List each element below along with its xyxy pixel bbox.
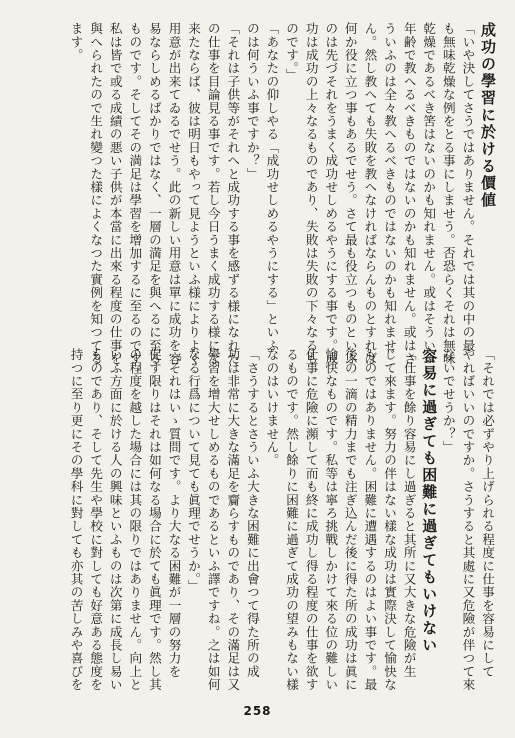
text-line: 持つに至り更にその學科に對しても亦其の苦しみや喜びを [68,348,84,692]
text-line: るものです。然し餘りに困難に過ぎて成功の望みもない樣 [284,348,300,692]
text-line: 「さうするとさういふ大きな困難に出會つて得た所の成 [244,348,260,678]
text-line: なのはいけません。 [264,348,280,467]
text-line: やればいいのですか。さうすると其處に又危險が伴つて來 [460,348,476,692]
text-line: ものです。そしてその満足は學習を增加するに至るのです。 [127,22,143,379]
text-line: も無味乾燥な例をとる事にしませう。否恐らくそれは無味 [440,22,456,366]
text-line: 「それはいゝ質問です。より大なる困難が一層の努力を [166,348,182,678]
page-number: 258 [243,704,272,718]
text-line: 「それは子供等がそれへと成功する事を感ずる様になれた [225,22,241,366]
text-line: ないでせうか？」 [440,348,456,454]
text-line: 年齢で教へるべきものではないのかも知れません。或はさ [401,22,417,366]
text-line: なる行爲について見ても眞理でせうか。」 [186,348,202,593]
text-line: 私は皆で或る成績の悪い子供が本當に出來る程度の仕事を [107,22,123,366]
text-line: じて來ます。努力の伴はない樣な成功は實際決して愉快な [382,348,398,692]
text-line: のです。」 [284,22,300,82]
text-line: 仕事に危險に瀕して而も終に成功し得る程度の仕事を欲す [303,348,319,692]
text-line: ん。然し教へても失敗を教へなければならんものとすれば [362,22,378,366]
text-line: ものではありません。困難に遭遇するのはよい事です。最 [362,348,378,692]
text-line: 與へられたので生れ變つた樣によくなつた實例を知つてる [88,22,104,366]
text-line: 功は成功の上々なるものであり、失敗は失敗の下々なるも [303,22,319,366]
section-heading: 容易に過ぎても困難に過ぎてもいけない [420,348,439,654]
text-line: 何か役に立つ事もあるでせう。さて最も役立つものといふ [342,22,358,366]
text-line: のは何ういふ事ですか？」 [244,22,260,181]
text-line: 功は非常に大きな滿足を齎らすものであり、その滿足は又 [225,348,241,692]
text-line: 乾燥であるべき筈はないのかも知れません。或はそういふ [421,22,437,366]
text-line: 「それでは必ずやり上げられる程度に仕事を容易にして [480,348,495,678]
text-line: いふ方面に於ける人の興味といふものは次第に成長し易い [107,348,123,692]
text-line: の仕事を目論見る事です。若し今日うまく成功する様にな [205,22,221,366]
text-line: 學習を增大せしめるものであるといふ譯ですね。之は如何 [205,348,221,692]
upper-text-block [66,22,497,379]
text-line: のは先づそれをうまく成功せしめるやうにする事です。成 [323,22,339,366]
text-line: ものであり、そして先生や學校に對しても好意ある態度を [88,348,104,692]
section-heading: 成功の學習に於ける價値 [479,22,497,209]
text-line: 「あなたの仰しやる「成功せしめるやうにする」といふ [264,22,280,352]
text-line: 後の一滴の精力までも注ぎ込んだ後に得た所の成功は眞に [342,348,358,692]
text-line: 促す限りはそれは如何なる場合に於ても眞理です。然し其 [146,348,162,692]
text-line: の程度を越した場合には其の限りではありません。向上と [127,348,143,692]
text-line: 「仕事を餘り容易にし過ぎると其所に又大きな危險が生 [401,348,417,678]
text-line: 来たならば、彼は明日もやって見ようといふ様によりよく [186,22,202,366]
text-line: ういふのは全々教へるべきものではないのかも知れませ [382,22,398,352]
text-line: 易ならしめるばかりではなく、一層の満足を與へるに至る [146,22,162,366]
text-line: 「いや決してさうではありません。それでは其の中の最 [460,22,476,352]
lower-text-block [66,348,497,692]
text-line: 用意が出来てゐるでせう。此の新しい用意は單に成功を容 [166,22,182,366]
text-line: ます。 [68,22,84,62]
text-line: 愉快なものです。私等は寧ろ挑戰しかけて來る位の難しい [323,348,339,692]
